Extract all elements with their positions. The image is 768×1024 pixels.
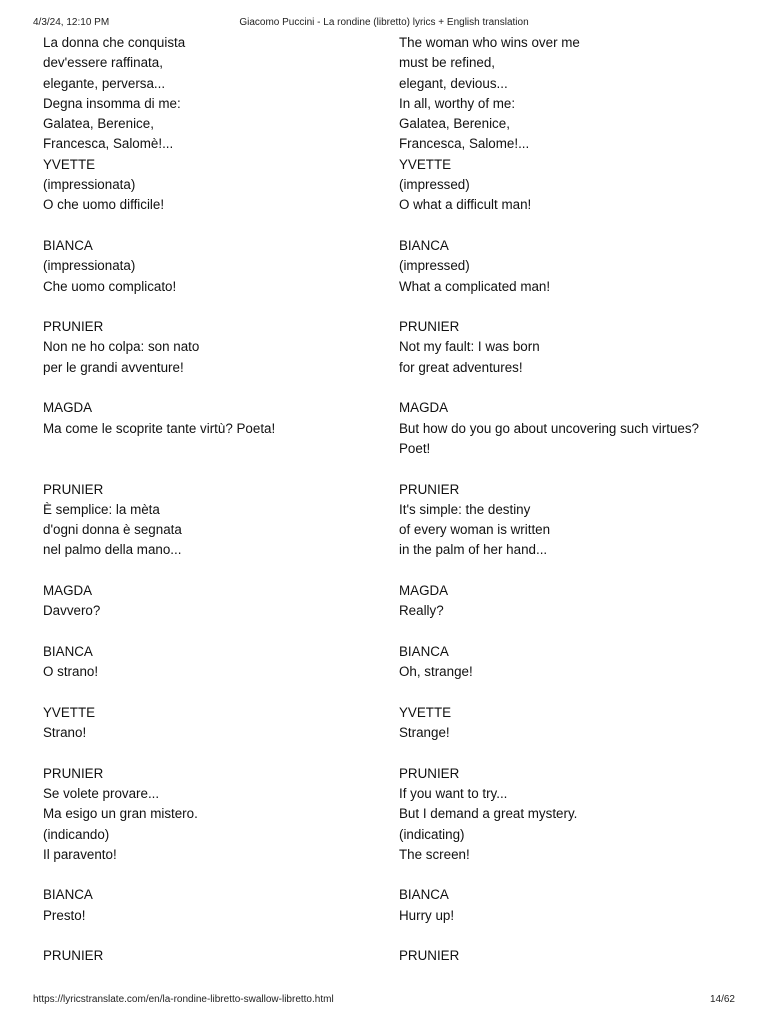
italian-line: O strano! <box>43 664 99 680</box>
italian-column <box>43 33 399 155</box>
italian-line: d'ogni donna è segnata <box>43 522 182 538</box>
english-line: O what a difficult man! <box>399 197 532 213</box>
english-line <box>399 622 743 642</box>
stanza <box>43 764 743 886</box>
italian-line <box>43 622 399 642</box>
english-line: The woman who wins over me <box>399 35 580 50</box>
italian-column <box>43 642 399 703</box>
english-column <box>399 398 743 479</box>
italian-line: PRUNIER <box>43 481 104 497</box>
english-column <box>399 236 743 317</box>
english-line: for great adventures! <box>399 359 523 375</box>
english-line: YVETTE <box>399 704 452 720</box>
italian-line: YVETTE <box>43 704 96 720</box>
english-line: PRUNIER <box>399 319 460 335</box>
stanza <box>43 703 743 764</box>
italian-line: O che uomo difficile! <box>43 197 165 213</box>
english-line: (indicating) <box>399 826 465 842</box>
stanza <box>43 581 743 642</box>
italian-line <box>43 561 399 581</box>
italian-line: Davvero? <box>43 603 101 619</box>
english-column <box>399 764 743 886</box>
italian-line: (impressionata) <box>43 258 136 274</box>
english-column <box>399 642 743 703</box>
english-line <box>399 297 743 317</box>
italian-line: per le grandi avventure! <box>43 359 184 375</box>
english-line: MAGDA <box>399 583 449 599</box>
italian-column <box>43 764 399 886</box>
english-line <box>399 865 743 885</box>
english-line: Poet! <box>399 440 431 456</box>
italian-line: Il paravento! <box>43 846 117 862</box>
italian-line <box>43 926 399 946</box>
italian-line: dev'essere raffinata, <box>43 55 163 71</box>
italian-line <box>43 297 399 317</box>
stanza <box>43 155 743 236</box>
english-line: What a complicated man! <box>399 278 551 294</box>
italian-column <box>43 317 399 398</box>
italian-column <box>43 703 399 764</box>
english-line: Galatea, Berenice, <box>399 116 510 132</box>
english-column <box>399 703 743 764</box>
italian-line <box>43 216 399 236</box>
italian-line <box>43 865 399 885</box>
stanza <box>43 642 743 703</box>
english-line: elegant, devious... <box>399 75 508 91</box>
italian-line: Galatea, Berenice, <box>43 116 154 132</box>
english-line <box>399 561 743 581</box>
italian-line <box>43 683 399 703</box>
stanza <box>43 398 743 479</box>
italian-column <box>43 398 399 479</box>
english-line: in the palm of her hand... <box>399 542 548 558</box>
italian-line: Francesca, Salomè!... <box>43 136 174 152</box>
italian-line: BIANCA <box>43 887 93 903</box>
page-url: https://lyricstranslate.com/en/la-rondine-libretto-swallow-libretto.html <box>33 994 334 1005</box>
italian-line: BIANCA <box>43 643 93 659</box>
english-line: Not my fault: I was born <box>399 339 540 355</box>
italian-line: Se volete provare... <box>43 785 160 801</box>
italian-line <box>43 378 399 398</box>
english-line: It's simple: the destiny <box>399 501 531 517</box>
english-line: of every woman is written <box>399 522 551 538</box>
english-line: Strange! <box>399 725 450 741</box>
italian-line: Ma esigo un gran mistero. <box>43 806 198 822</box>
italian-line: PRUNIER <box>43 319 104 335</box>
italian-line <box>43 459 399 479</box>
italian-line: Strano! <box>43 725 87 741</box>
english-column <box>399 317 743 398</box>
italian-line: nel palmo della mano... <box>43 542 182 558</box>
lyrics-columns <box>43 33 743 967</box>
english-line: In all, worthy of me: <box>399 95 516 111</box>
english-line: (impressed) <box>399 258 470 274</box>
italian-column <box>43 155 399 236</box>
italian-line: PRUNIER <box>43 765 104 781</box>
italian-line: BIANCA <box>43 237 93 253</box>
italian-line <box>43 439 399 459</box>
english-column <box>399 581 743 642</box>
italian-line: (impressionata) <box>43 177 136 193</box>
english-line: (impressed) <box>399 177 470 193</box>
italian-column <box>43 236 399 317</box>
english-line <box>399 926 743 946</box>
english-line: Really? <box>399 603 444 619</box>
italian-column <box>43 885 399 946</box>
english-line: If you want to try... <box>399 785 508 801</box>
italian-line: È semplice: la mèta <box>43 501 160 517</box>
english-column <box>399 155 743 236</box>
english-line: Francesca, Salome!... <box>399 136 530 152</box>
italian-column <box>43 480 399 581</box>
english-line: YVETTE <box>399 156 452 172</box>
english-line: But how do you go about uncovering such virtues? <box>399 420 699 436</box>
stanza <box>43 236 743 317</box>
english-column <box>399 33 743 155</box>
stanza <box>43 946 743 966</box>
italian-line: (indicando) <box>43 826 110 842</box>
page-title: Giacomo Puccini - La rondine (libretto) lyrics + English translation <box>239 17 529 28</box>
stanza <box>43 480 743 581</box>
english-line <box>399 378 743 398</box>
italian-column <box>43 581 399 642</box>
italian-line: MAGDA <box>43 583 93 599</box>
italian-column <box>43 946 399 966</box>
english-line <box>399 743 743 763</box>
english-line: BIANCA <box>399 237 449 253</box>
italian-line: elegante, perversa... <box>43 75 166 91</box>
english-line <box>399 683 743 703</box>
english-line <box>399 216 743 236</box>
italian-line: Che uomo complicato! <box>43 278 177 294</box>
italian-line: Non ne ho colpa: son nato <box>43 339 200 355</box>
english-line: BIANCA <box>399 643 449 659</box>
italian-line: La donna che conquista <box>43 35 186 50</box>
italian-line: MAGDA <box>43 400 93 416</box>
italian-line: Degna insomma di me: <box>43 95 181 111</box>
english-line: Oh, strange! <box>399 664 473 680</box>
italian-line: YVETTE <box>43 156 96 172</box>
english-line: But I demand a great mystery. <box>399 806 578 822</box>
english-line: Hurry up! <box>399 907 455 923</box>
print-footer <box>0 994 768 1024</box>
english-column <box>399 480 743 581</box>
italian-line: PRUNIER <box>43 948 104 964</box>
english-line: The screen! <box>399 846 470 862</box>
english-line: BIANCA <box>399 887 449 903</box>
english-line: PRUNIER <box>399 481 460 497</box>
italian-line <box>43 743 399 763</box>
page-number: 14/62 <box>709 994 735 1005</box>
stanza <box>43 885 743 946</box>
english-line: PRUNIER <box>399 765 460 781</box>
stanza <box>43 317 743 398</box>
english-line: PRUNIER <box>399 948 460 964</box>
print-header <box>0 0 768 30</box>
english-line: must be refined, <box>399 55 496 71</box>
italian-line: Presto! <box>43 907 86 923</box>
print-date: 4/3/24, 12:10 PM <box>33 17 110 28</box>
english-column <box>399 946 743 966</box>
english-column <box>399 885 743 946</box>
italian-line: Ma come le scoprite tante virtù? Poeta! <box>43 420 276 436</box>
english-line: MAGDA <box>399 400 449 416</box>
stanza <box>43 33 743 155</box>
english-line <box>399 459 743 479</box>
